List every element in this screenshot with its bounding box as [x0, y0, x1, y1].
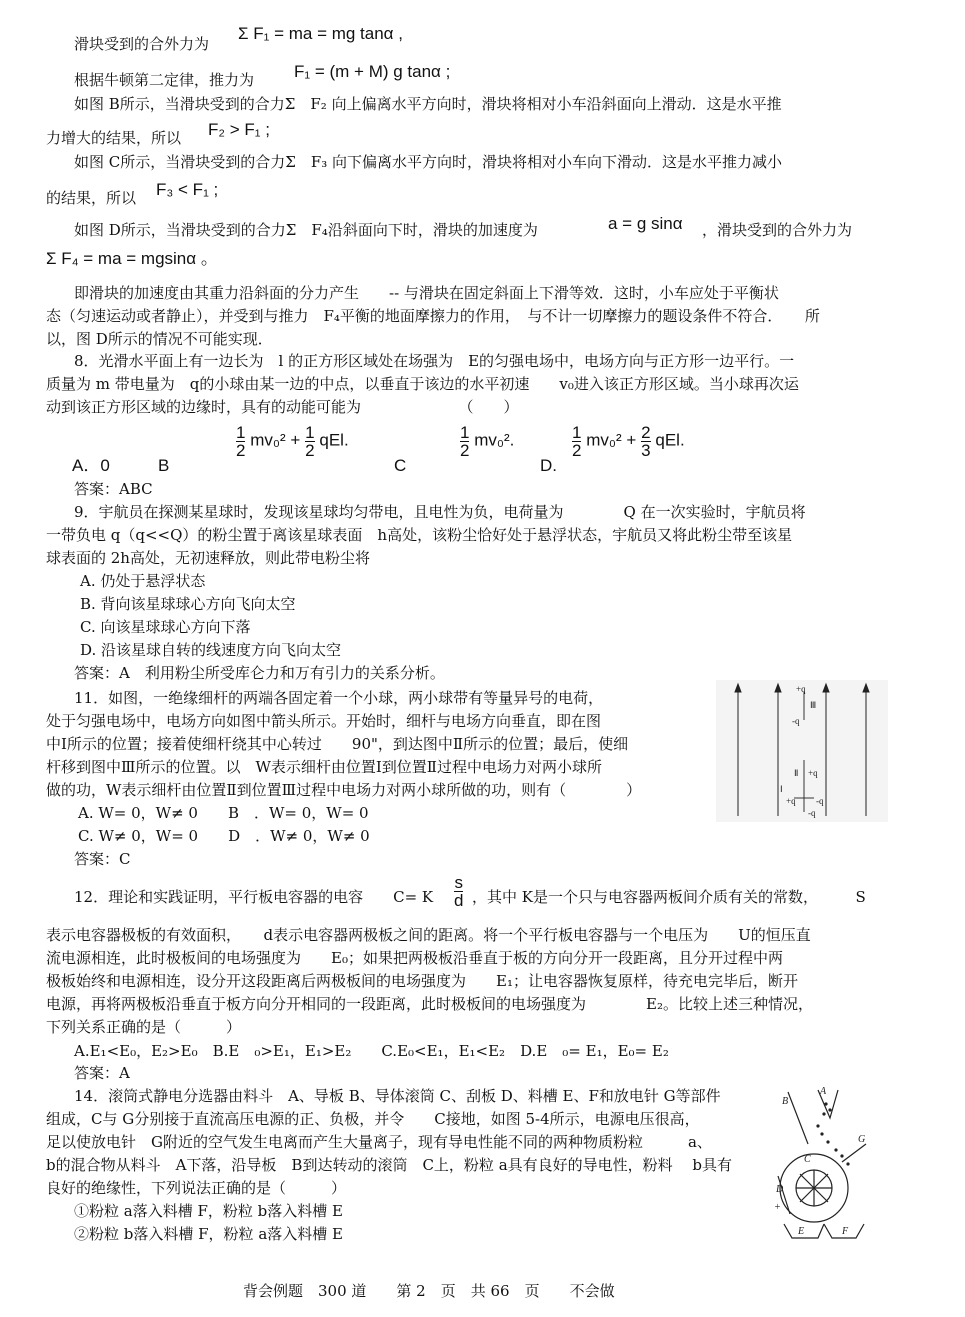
text-line: 如图 D所示，当滑块受到的合力Σ F₄沿斜面向下时，滑块的加速度为	[74, 221, 538, 239]
q12-stem: 极板始终和电源相连，设分开这段距离后两极板间的电场强度为 E₁；让电容器恢复原样，待充电完毕后，断开	[46, 972, 798, 990]
formula: F₂ > F₁ ;	[208, 120, 270, 139]
text-line: 如图 B所示，当滑块受到的合力Σ F₂ 向上偏离水平方向时，滑块将相对小车沿斜面向上滑动．这是水平推	[74, 95, 782, 113]
needle-label: G	[858, 1134, 866, 1145]
q11-answer: 答案：C	[74, 850, 131, 868]
q12-stem: 下列关系正确的是（ ）	[46, 1018, 242, 1036]
q14-option-1: ①粉粒 a落入料槽 F，粉粒 b落入料槽 E	[74, 1202, 343, 1220]
q8-option-c-label: C	[394, 456, 407, 475]
q8-option-c-formula: $\frac{1}{2}$ mv₀².	[460, 423, 515, 460]
formula: Σ F₄ = ma = mgsinα 。	[46, 249, 218, 268]
q14-stem: 组成，C与 G分别接于直流高压电源的正、负极，并令 C接地，如图 5-4所示，电源电压很高，	[46, 1110, 700, 1128]
q8-option-d-formula: $\frac{1}{2}$ mv₀² + $\frac{2}{3}$ qEl.	[572, 423, 685, 460]
q8-option-b-formula: $\frac{1}{2}$ mv₀² + $\frac{1}{2}$ qEl.	[236, 423, 349, 460]
q12-stem: 流电源相连，此时极板间的电场强度为 E₀；如果把两极板沿垂直于板的方向分开一段距离，且分开过程中两	[46, 949, 783, 967]
q8-answer: 答案：ABC	[74, 480, 153, 498]
q9-answer: 答案：A 利用粉尘所受库仑力和万有引力的关系分析。	[74, 664, 445, 682]
charge-label: +q	[786, 796, 796, 806]
q8-stem: 8．光滑水平面上有一边长为 l 的正方形区域处在场强为 E的匀强电场中，电场方向与正方形一边平行。一	[74, 352, 795, 370]
q9-option-c: C. 向该星球球心方向下落	[80, 618, 251, 636]
q8-option-b-label: B	[158, 456, 170, 475]
q12-stem: 电源，再将两极板沿垂直于板方向分开相同的一段距离，此时极板间的电场强度为 E₂。比较上述三种情况，	[46, 995, 813, 1013]
charge-label: -q	[808, 808, 816, 818]
formula: F₃ < F₁ ;	[156, 180, 219, 199]
q9-option-a: A. 仍处于悬浮状态	[80, 572, 206, 590]
q14-stem: 足以使放电针 G附近的空气发生电离而产生大量离子，现有导电性能不同的两种物质粉粒 a、	[46, 1133, 712, 1151]
charge-label: -q	[792, 716, 800, 726]
q11-field-figure	[716, 680, 888, 822]
q14-stem: 14．滚筒式静电分选器由料斗 A、导板 B、导体滚筒 C、刮板 D、料槽 E、F和放电针 G等部件	[74, 1087, 721, 1105]
q9-option-d: D. 沿该星球自转的线速度方向飞向太空	[80, 641, 342, 659]
q9-stem: 9．宇航员在探测某星球时，发现该星球均匀带电，且电性为负，电荷量为 Q 在一次实验时，宇航员将	[74, 503, 806, 521]
formula: a = g sinα	[608, 214, 683, 233]
q14-option-2: ②粉粒 b落入料槽 F，粉粒 a落入料槽 E	[74, 1225, 343, 1243]
q11-stem: 处于匀强电场中，电场方向如图中箭头所示。开始时，细杆与电场方向垂直，即在图	[46, 712, 602, 730]
q8-stem: 动到该正方形区域的边缘时，具有的动能可能为 （ ）	[46, 398, 519, 416]
roller-label: C	[804, 1154, 811, 1165]
charge-label: -q	[816, 796, 824, 806]
terminal-label: +	[774, 1202, 781, 1213]
position-label: Ⅲ	[810, 700, 817, 710]
q11-stem: 11．如图，一绝缘细杆的两端各固定着一个小球，两小球带有等量异号的电荷，	[74, 689, 604, 707]
q12-options: A.E₁<E₀，E₂>E₀ B.E ₀>E₁，E₁>E₂ C.E₀<E₁，E₁<E₂ D.E ₀= E₁，E₀= E₂	[74, 1042, 669, 1060]
text-line: 态（匀速运动或者静止），并受到与推力 F₄平衡的地面摩擦力的作用， 与不计一切摩擦力的题设条件不符合． 所	[46, 307, 820, 325]
q11-stem: 中Ⅰ所示的位置；接着使细杆绕其中心转过 90"，到达图中Ⅱ所示的位置；最后，使细	[46, 735, 629, 753]
q8-option-d-label: D.	[540, 456, 557, 475]
q11-options-cd: C. W≠ 0，W= 0 D ．W≠ 0，W≠ 0	[78, 827, 370, 845]
position-label: Ⅱ	[794, 768, 799, 778]
charge-label: +q	[796, 684, 806, 694]
q12-answer: 答案：A	[74, 1064, 130, 1082]
guide-label: B	[782, 1096, 789, 1107]
q14-stem: 良好的绝缘性，下列说法正确的是（ ）	[46, 1179, 347, 1197]
q12-stem: 表示电容器极板的有效面积， d表示电容器两极板之间的距离。将一个平行板电容器与一个电压为 U的恒压直	[46, 926, 811, 944]
text-line: 即滑块的加速度由其重力沿斜面的分力产生 -- 与滑块在固定斜面上下滑等效．这时，小车应处于平衡状	[74, 284, 779, 302]
q14-separator-figure	[770, 1084, 870, 1240]
charge-label: +q	[808, 768, 818, 778]
text-line: 的结果，所以	[46, 189, 137, 207]
page-footer: 背会例题 300 道 第 2 页 共 66 页 不会做	[243, 1282, 615, 1300]
trough-f-label: F	[842, 1226, 849, 1237]
formula: F₁ = (m + M) g tanα ;	[294, 62, 451, 81]
q12-stem: 12．理论和实践证明，平行板电容器的电容 C= K	[74, 888, 434, 906]
guide-plate	[788, 1092, 808, 1144]
q14-stem: b的混合物从料斗 A下落，沿导板 B到达转动的滚筒 C上，粉粒 a具有良好的导电性，粉料 b具有	[46, 1156, 733, 1174]
text-line: 如图 C所示，当滑块受到的合力Σ F₃ 向下偏离水平方向时，滑块将相对小车向下滑动．这是水平推力减小	[74, 153, 783, 171]
discharge-needle	[842, 1144, 866, 1162]
q9-option-b: B. 背向该星球球心方向飞向太空	[80, 595, 296, 613]
q8-stem: 质量为 m 带电量为 q的小球由某一边的中点，以垂直于该边的水平初速 v₀进入该正方形区域。当小球再次运	[46, 375, 799, 393]
q12-fraction: $\frac{s}{d}$	[454, 873, 464, 910]
figure-background	[716, 680, 888, 822]
q11-stem: 杆移到图中Ⅲ所示的位置。以 W表示细杆由位置Ⅰ到位置Ⅱ过程中电场力对两小球所	[46, 758, 603, 776]
hopper-label: A	[820, 1086, 827, 1097]
text: 滑块受到的合外力为	[74, 35, 210, 53]
q9-stem: 一带负电 q（q<<Q）的粉尘置于离该星球表面 h高处，该粉尘恰好处于悬浮状态，宇航员又将此粉尘带至该星	[46, 526, 793, 544]
q11-options-ab: A. W= 0，W≠ 0 B ．W= 0，W= 0	[78, 804, 369, 822]
text-line: 力增大的结果，所以	[46, 129, 182, 147]
q12-stem: ，其中 K是一个只与电容器两板间介质有关的常数， S	[472, 888, 866, 906]
scraper-label: D	[776, 1184, 784, 1195]
q11-stem: 做的功，W表示细杆由位置Ⅱ到位置Ⅲ过程中电场力对两小球所做的功，则有（ ）	[46, 781, 642, 799]
text-line: 以，图 D所示的情况不可能实现．	[46, 330, 273, 348]
position-label: Ⅰ	[780, 784, 783, 794]
text-line	[74, 34, 209, 54]
text: 根据牛顿第二定律，推力为	[74, 71, 255, 89]
trough-e-label: E	[798, 1226, 805, 1237]
formula: Σ F₁ = ma = mg tanα ,	[238, 24, 403, 43]
text-line	[74, 70, 254, 90]
q9-stem: 球表面的 2h高处，无初速释放，则此带电粉尘将	[46, 549, 370, 567]
text-line: ，滑块受到的合外力为	[702, 221, 853, 239]
q8-option-a: A．0	[72, 456, 110, 475]
